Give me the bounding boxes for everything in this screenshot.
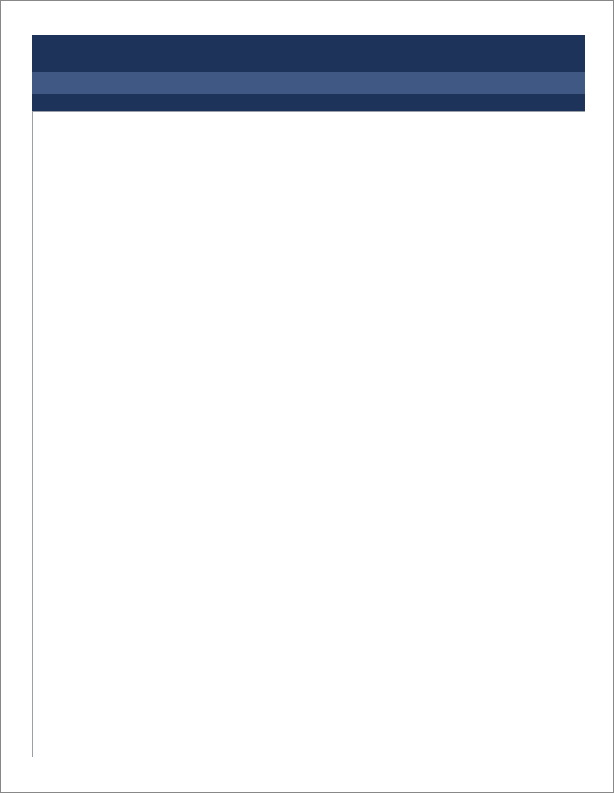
calendar-header <box>32 35 585 72</box>
calendar-grid <box>32 111 585 757</box>
weekday-header-row <box>32 72 585 94</box>
header-band <box>32 94 585 111</box>
